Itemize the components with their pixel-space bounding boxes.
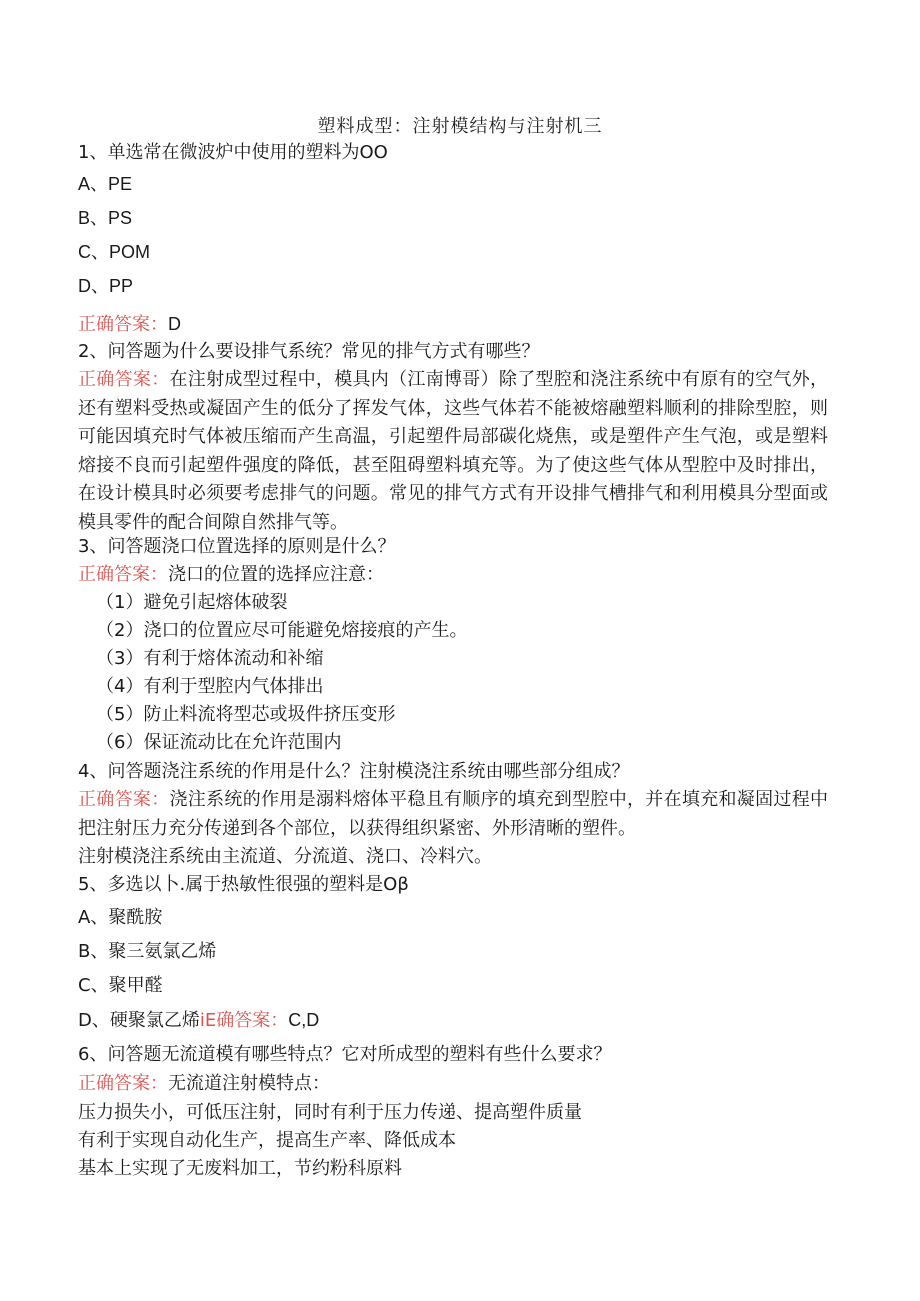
question-5-stem: 5、多选以卜.属于热敏性很强的塑料是Oβ — [78, 874, 409, 895]
question-3-point-1: （1）避免引起熔体破裂 — [96, 592, 288, 613]
question-6-answer-intro — [78, 1070, 830, 1098]
question-6-line-1: 压力损失小，可低压注射，同时有利于压力传递、提高塑件质量 — [78, 1102, 582, 1123]
answer-label: 正确答案： — [78, 564, 168, 585]
question-1-option-d: D、PP — [78, 276, 134, 296]
question-2-answer — [78, 366, 828, 537]
answer-label: 正确答案： — [78, 369, 170, 390]
question-5-option-b: B、聚三氨氯乙烯 — [78, 941, 217, 962]
answer-label: iE确答案： — [199, 1010, 289, 1031]
question-3-point-5: （5）防止料流将型芯或圾件挤压变形 — [96, 704, 396, 725]
answer-label: 正确答案： — [78, 789, 170, 810]
question-2-stem: 2、问答题为什么要设排气系统？常见的排气方式有哪些？ — [78, 341, 540, 362]
question-1-stem: 1、单选常在微波炉中使用的塑料为OO — [78, 142, 388, 163]
question-6-line-2: 有利于实现自动化生产，提高生产率、降低成本 — [78, 1130, 456, 1151]
question-1-answer — [78, 310, 830, 339]
document-title: 塑料成型：注射模结构与注射机三 — [317, 116, 603, 137]
answer-text: 在注射成型过程中，模具内（江南博哥）除了型腔和浇注系统中有原有的空气外，还有塑料受热或凝固产生的低分了挥发气体，这些气体若不能被熔融塑料顺利的排除型腔，则可能因填充时气体被压缩而产生高温，引起塑件局部碳化烧焦，或是塑件产生气泡，或是塑料熔接不良而引起塑件强度的降低，甚至阻碍塑料填充等。为了使这些气体从型腔中及时排出，在设计模具时必须要考虑排气的问题。常见的排气方式有开设排气槽排气和利用模具分型面或模具零件的配合间隙自然排气等。 — [78, 369, 828, 533]
answer-label: 正确答案： — [78, 314, 168, 335]
answer-label: 正确答案： — [78, 1073, 168, 1094]
question-3-point-6: （6）保证流动比在允许范围内 — [96, 732, 342, 753]
answer-value: C,D — [288, 1010, 320, 1030]
question-3-point-2: （2）浇口的位置应尽可能避免熔接痕的产生。 — [96, 620, 468, 641]
question-6-line-3: 基本上实现了无废料加工，节约粉科原料 — [78, 1158, 402, 1179]
question-6-stem: 6、问答题无流道模有哪些特点？它对所成型的塑料有些什么要求？ — [78, 1044, 612, 1065]
answer-text: 无流道注射模特点： — [168, 1073, 330, 1094]
question-1-option-b: B、PS — [78, 208, 133, 228]
question-3-point-3: （3）有利于熔体流动和补缩 — [96, 648, 324, 669]
question-1-option-a: A、PE — [78, 174, 133, 194]
question-4-answer — [78, 786, 828, 843]
question-4-stem: 4、问答题浇注系统的作用是什么？注射模浇注系统由哪些部分组成？ — [78, 761, 630, 782]
question-3-stem: 3、问答题浇口位置选择的原则是什么？ — [78, 536, 396, 557]
question-4-answer-extra: 注射模浇注系统由主流道、分流道、浇口、冷料穴。 — [78, 846, 492, 867]
answer-text: 浇口的位置的选择应注意： — [168, 564, 384, 585]
question-1-option-c: C、POM — [78, 242, 150, 262]
answer-value: D — [168, 314, 181, 334]
question-3-answer-intro — [78, 561, 830, 589]
question-5-option-d — [78, 1006, 830, 1035]
answer-text: 浇注系统的作用是溺料熔体平稳且有顺序的填充到型腔中，并在填充和凝固过程中把注射压力充分传递到各个部位，以获得组织紧密、外形清晰的塑件。 — [78, 789, 828, 839]
question-5-option-c: C、聚甲醛 — [78, 975, 163, 996]
question-5-option-a: A、聚酰胺 — [78, 907, 163, 928]
question-3-point-4: （4）有利于型腔内气体排出 — [96, 676, 324, 697]
option-d-text: D、硬聚氯乙烯 — [78, 1010, 200, 1031]
